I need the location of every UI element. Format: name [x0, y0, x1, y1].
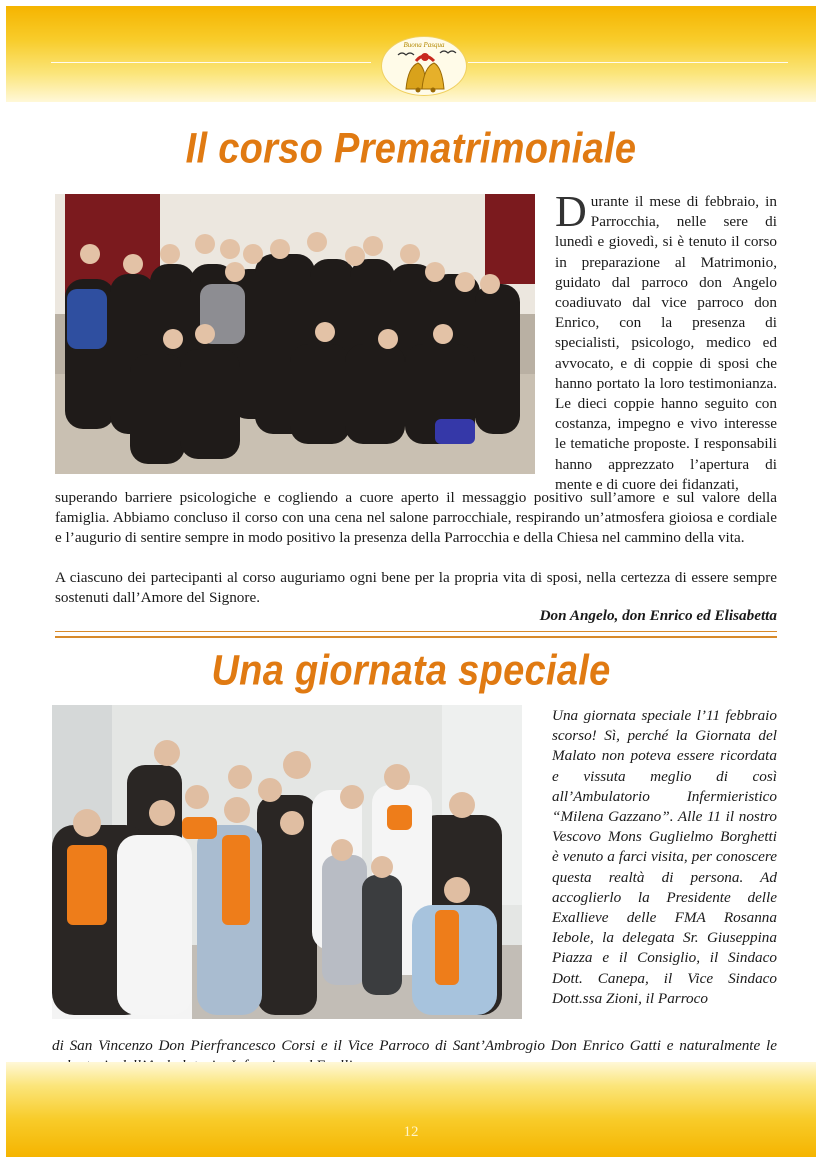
header-rule-right	[468, 62, 788, 63]
article1-body: superando barriere psicologiche e cogliendo a cuore aperto il messaggio positivo sull’amore e sul valore della famiglia. Abbiamo concluso il corso con una cena nel salone parrocchiale, respirando un’atmosfera gioiosa e cordiale e l’augurio di sentire sempre in modo positivo la presenza della Parrocchia e della Chiesa nel cammino della vita.	[55, 489, 777, 547]
prematrimonial-group-photo	[55, 194, 535, 474]
easter-bells-logo	[381, 36, 467, 96]
header-rule-left	[51, 62, 371, 63]
article2-column: Una giornata speciale l’11 febbraio scorso! Sì, perché la Giornata del Malato non poteva essere ricordata e vissuta meglio di così all’Ambulatorio Infermieristico “Milena Gazzano”. Alle 11 il nostro Vescovo Mons Guglielmo Borghetti è venuto a farci visita, per conoscere questa realtà di persona. Ad accoglierlo la Presidente delle Exallieve delle FMA Rosanna Iebole, la delegata Sr. Giuseppina Piazza e il Consiglio, il Sindaco Dott. Canepa, il Vice Sindaco Dott.ssa Zioni, il Parroco	[552, 707, 777, 1007]
article1-closing: A ciascuno dei partecipanti al corso auguriamo ogni bene per la propria vita di sposi, nella certezza di essere sempre sostenuti dall’Amore del Signore.	[55, 569, 777, 607]
header-band	[6, 6, 816, 102]
article1-signature: Don Angelo, don Enrico ed Elisabetta	[539, 607, 777, 624]
bells-icon	[382, 37, 466, 95]
dropcap: D	[555, 187, 587, 236]
page-number: 12	[403, 1124, 419, 1140]
ambulatorio-group-photo	[52, 705, 522, 1019]
article2-title: Una giornata speciale	[211, 647, 611, 695]
logo-text: Buona Pasqua	[403, 41, 445, 49]
section-divider	[55, 631, 777, 638]
article2-body: di San Vincenzo Don Pierfrancesco Corsi e il Vice Parroco di Sant’Ambrogio Don Enrico Gatti e naturalmente le	[52, 1037, 777, 1054]
footer-band	[6, 1062, 816, 1157]
article1-intro-text: urante il mese di febbraio, in Parrocchia, nelle sere di lunedì e giovedì, si è tenuto il corso in preparazione al Matrimonio, guidato dal parroco don Angelo coadiuvato dal vice parroco don Enrico, con la presenza di specialisti, psicologo, medico ed avvocato, e di coppie di sposi che hanno portato la loro testimonianza. Le dieci coppie hanno seguito con costanza, impegno e vivo interesse le tematiche proposte. I responsabili hanno apprezzato l’apertura di mente e di cuore dei fidanzati,	[555, 193, 777, 493]
article1-intro-column	[555, 187, 777, 495]
article1-title: Il corso Prematrimoniale	[185, 125, 637, 173]
